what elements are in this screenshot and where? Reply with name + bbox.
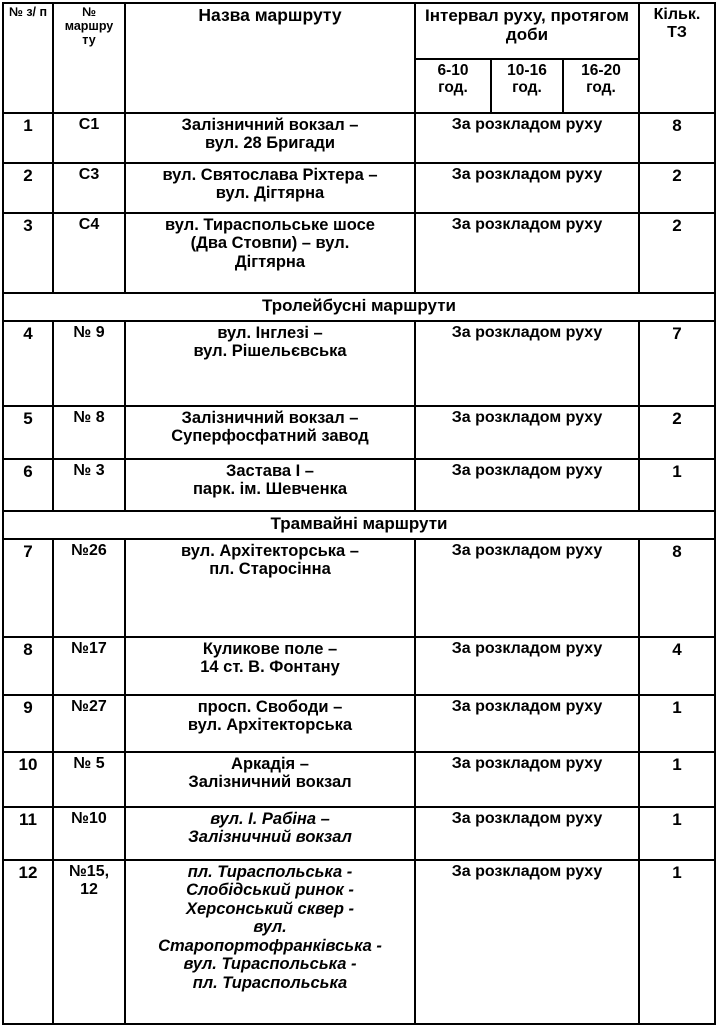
row-route-name-line: (Два Стовпи) – вул. xyxy=(190,234,350,253)
header-timeband-1-line1: 6-10 xyxy=(437,62,469,79)
row-index: 9 xyxy=(3,695,53,752)
row-vehicle-count: 2 xyxy=(639,406,715,459)
row-route-name xyxy=(125,406,415,459)
table-row xyxy=(3,752,715,807)
row-index: 6 xyxy=(3,459,53,511)
header-timeband-3-line2: год. xyxy=(586,79,616,97)
table-row xyxy=(3,459,715,511)
table-row xyxy=(3,807,715,860)
row-interval: За розкладом руху xyxy=(415,213,639,293)
row-route-number xyxy=(53,539,125,637)
row-index: 1 xyxy=(3,113,53,163)
row-route-name-line: 14 ст. В. Фонтану xyxy=(200,658,340,677)
row-route-number-line: С3 xyxy=(78,166,100,183)
row-route-name-line: вул. Архітекторська – xyxy=(181,542,359,560)
table-row xyxy=(3,163,715,213)
row-route-name-line: вул. Архітекторська xyxy=(187,716,353,735)
table-row xyxy=(3,539,715,637)
row-route-number xyxy=(53,406,125,459)
row-route-name xyxy=(125,807,415,860)
row-route-name-line: Застава I – xyxy=(226,462,314,480)
row-route-name xyxy=(125,752,415,807)
row-route-name-line: вул. xyxy=(253,918,287,937)
header-timeband-1 xyxy=(415,59,491,113)
row-interval: За розкладом руху xyxy=(415,406,639,459)
table-row xyxy=(3,637,715,695)
row-route-name xyxy=(125,695,415,752)
row-route-number-line: № 5 xyxy=(73,755,105,772)
row-route-number xyxy=(53,695,125,752)
row-interval: За розкладом руху xyxy=(415,163,639,213)
header-route-name: Назва маршруту xyxy=(125,3,415,113)
row-route-number-line: № 3 xyxy=(73,462,105,479)
row-interval: За розкладом руху xyxy=(415,459,639,511)
row-vehicle-count: 8 xyxy=(639,113,715,163)
row-route-name-line: вул. 28 Бригади xyxy=(204,134,336,153)
table-header-row-main xyxy=(3,3,715,59)
row-interval: За розкладом руху xyxy=(415,695,639,752)
routes-sheet xyxy=(0,2,716,1026)
row-vehicle-count: 2 xyxy=(639,213,715,293)
header-route-number xyxy=(53,3,125,113)
row-index: 2 xyxy=(3,163,53,213)
row-vehicle-count: 1 xyxy=(639,695,715,752)
header-interval xyxy=(415,3,639,59)
header-route-number-line3: ту xyxy=(82,32,96,47)
row-route-name xyxy=(125,860,415,1024)
header-vehicle-count xyxy=(639,3,715,113)
row-route-name-line: парк. ім. Шевченка xyxy=(192,480,348,499)
row-index: 4 xyxy=(3,321,53,406)
header-timeband-2-line1: 10-16 xyxy=(507,62,547,79)
row-route-name-line: вул. I. Рабіна – xyxy=(210,810,330,828)
row-route-number-line: №10 xyxy=(71,810,107,827)
row-interval: За розкладом руху xyxy=(415,113,639,163)
row-index: 7 xyxy=(3,539,53,637)
row-route-name xyxy=(125,539,415,637)
table-row xyxy=(3,321,715,406)
header-timeband-2 xyxy=(491,59,563,113)
row-route-number-line: 12 xyxy=(80,880,98,898)
row-route-name-line: Суперфосфатний завод xyxy=(171,427,369,446)
row-interval: За розкладом руху xyxy=(415,860,639,1024)
header-timeband-2-line2: год. xyxy=(512,79,542,97)
header-index-line1: № з/ xyxy=(8,5,37,19)
row-route-name-line: Залізничний вокзал – xyxy=(181,116,359,134)
row-route-number-line: № 8 xyxy=(73,409,105,426)
row-route-number-line: № 9 xyxy=(73,324,105,341)
row-route-name-line: вул. Тираспольська - xyxy=(183,955,357,974)
section-header-label: Тролейбусні маршрути xyxy=(3,293,715,321)
row-route-name xyxy=(125,213,415,293)
row-route-name-line: вул. Святослава Ріхтера – xyxy=(162,166,378,184)
routes-table xyxy=(2,2,716,1025)
row-route-name-line: Залізничний вокзал xyxy=(188,828,352,847)
row-route-name-line: пл. Старосінна xyxy=(209,560,331,579)
row-route-number xyxy=(53,163,125,213)
row-route-name-line: вул. Дігтярна xyxy=(215,184,325,203)
row-route-name-line: просп. Свободи – xyxy=(197,698,343,716)
row-interval: За розкладом руху xyxy=(415,752,639,807)
row-route-number xyxy=(53,213,125,293)
table-row xyxy=(3,406,715,459)
row-index: 3 xyxy=(3,213,53,293)
row-route-name xyxy=(125,459,415,511)
header-route-number-line1: № xyxy=(82,5,96,19)
header-timeband-1-line2: год. xyxy=(438,79,468,97)
row-vehicle-count: 2 xyxy=(639,163,715,213)
row-index: 5 xyxy=(3,406,53,459)
row-route-number-line: №26 xyxy=(71,542,107,559)
row-route-name-line: Куликове поле – xyxy=(202,640,338,658)
row-route-number-line: №17 xyxy=(71,640,107,657)
header-interval-line2: протягом доби xyxy=(505,6,629,45)
header-route-number-line2: маршру xyxy=(64,18,114,33)
row-route-name-line: пл. Тираспольська - xyxy=(187,863,353,881)
row-route-name-line: Аркадія – xyxy=(231,755,309,773)
routes-table-body xyxy=(3,3,715,1024)
row-vehicle-count: 7 xyxy=(639,321,715,406)
row-route-number-line: №27 xyxy=(71,698,107,715)
header-index xyxy=(3,3,53,113)
row-route-name-line: Слобідський ринок - xyxy=(186,881,354,900)
row-route-number-line: №15, xyxy=(68,863,110,880)
row-vehicle-count: 1 xyxy=(639,459,715,511)
row-route-name-line: Старопортофранківська - xyxy=(158,936,382,955)
row-route-name-line: вул. Рішельєвська xyxy=(193,342,347,361)
header-interval-line1: Інтервал руху, xyxy=(425,6,546,25)
row-interval: За розкладом руху xyxy=(415,321,639,406)
row-interval: За розкладом руху xyxy=(415,637,639,695)
row-route-name xyxy=(125,163,415,213)
table-row xyxy=(3,860,715,1024)
row-route-name xyxy=(125,113,415,163)
row-index: 11 xyxy=(3,807,53,860)
header-timeband-3-line1: 16-20 xyxy=(581,62,621,79)
table-row xyxy=(3,213,715,293)
row-route-name xyxy=(125,637,415,695)
row-interval: За розкладом руху xyxy=(415,807,639,860)
header-index-line2: п xyxy=(39,5,48,19)
header-vehicle-count-line2: ТЗ xyxy=(667,23,687,41)
row-route-name-line: пл. Тираспольська xyxy=(192,973,348,992)
row-vehicle-count: 1 xyxy=(639,860,715,1024)
row-index: 10 xyxy=(3,752,53,807)
table-row xyxy=(3,113,715,163)
row-interval: За розкладом руху xyxy=(415,539,639,637)
row-route-number-line: С1 xyxy=(78,116,100,133)
row-route-name-line: вул. Тираспольське шосе xyxy=(165,216,375,234)
row-route-number xyxy=(53,321,125,406)
row-vehicle-count: 4 xyxy=(639,637,715,695)
section-header-row xyxy=(3,511,715,539)
row-index: 8 xyxy=(3,637,53,695)
header-timeband-3 xyxy=(563,59,639,113)
row-route-number xyxy=(53,807,125,860)
row-vehicle-count: 8 xyxy=(639,539,715,637)
header-vehicle-count-line1: Кільк. xyxy=(653,6,701,23)
row-vehicle-count: 1 xyxy=(639,807,715,860)
row-route-number xyxy=(53,860,125,1024)
table-row xyxy=(3,695,715,752)
section-header-label: Трамвайні маршрути xyxy=(3,511,715,539)
row-route-number-line: С4 xyxy=(78,216,100,233)
row-route-name-line: Залізничний вокзал xyxy=(188,773,352,792)
row-route-number xyxy=(53,637,125,695)
section-header-row xyxy=(3,293,715,321)
row-index: 12 xyxy=(3,860,53,1024)
row-route-number xyxy=(53,459,125,511)
row-route-number xyxy=(53,113,125,163)
row-route-number xyxy=(53,752,125,807)
row-route-name xyxy=(125,321,415,406)
row-route-name-line: Дігтярна xyxy=(234,252,306,271)
row-vehicle-count: 1 xyxy=(639,752,715,807)
row-route-name-line: Херсонський сквер - xyxy=(186,899,354,918)
row-route-name-line: вул. Інглезі – xyxy=(217,324,323,342)
row-route-name-line: Залізничний вокзал – xyxy=(181,409,359,427)
